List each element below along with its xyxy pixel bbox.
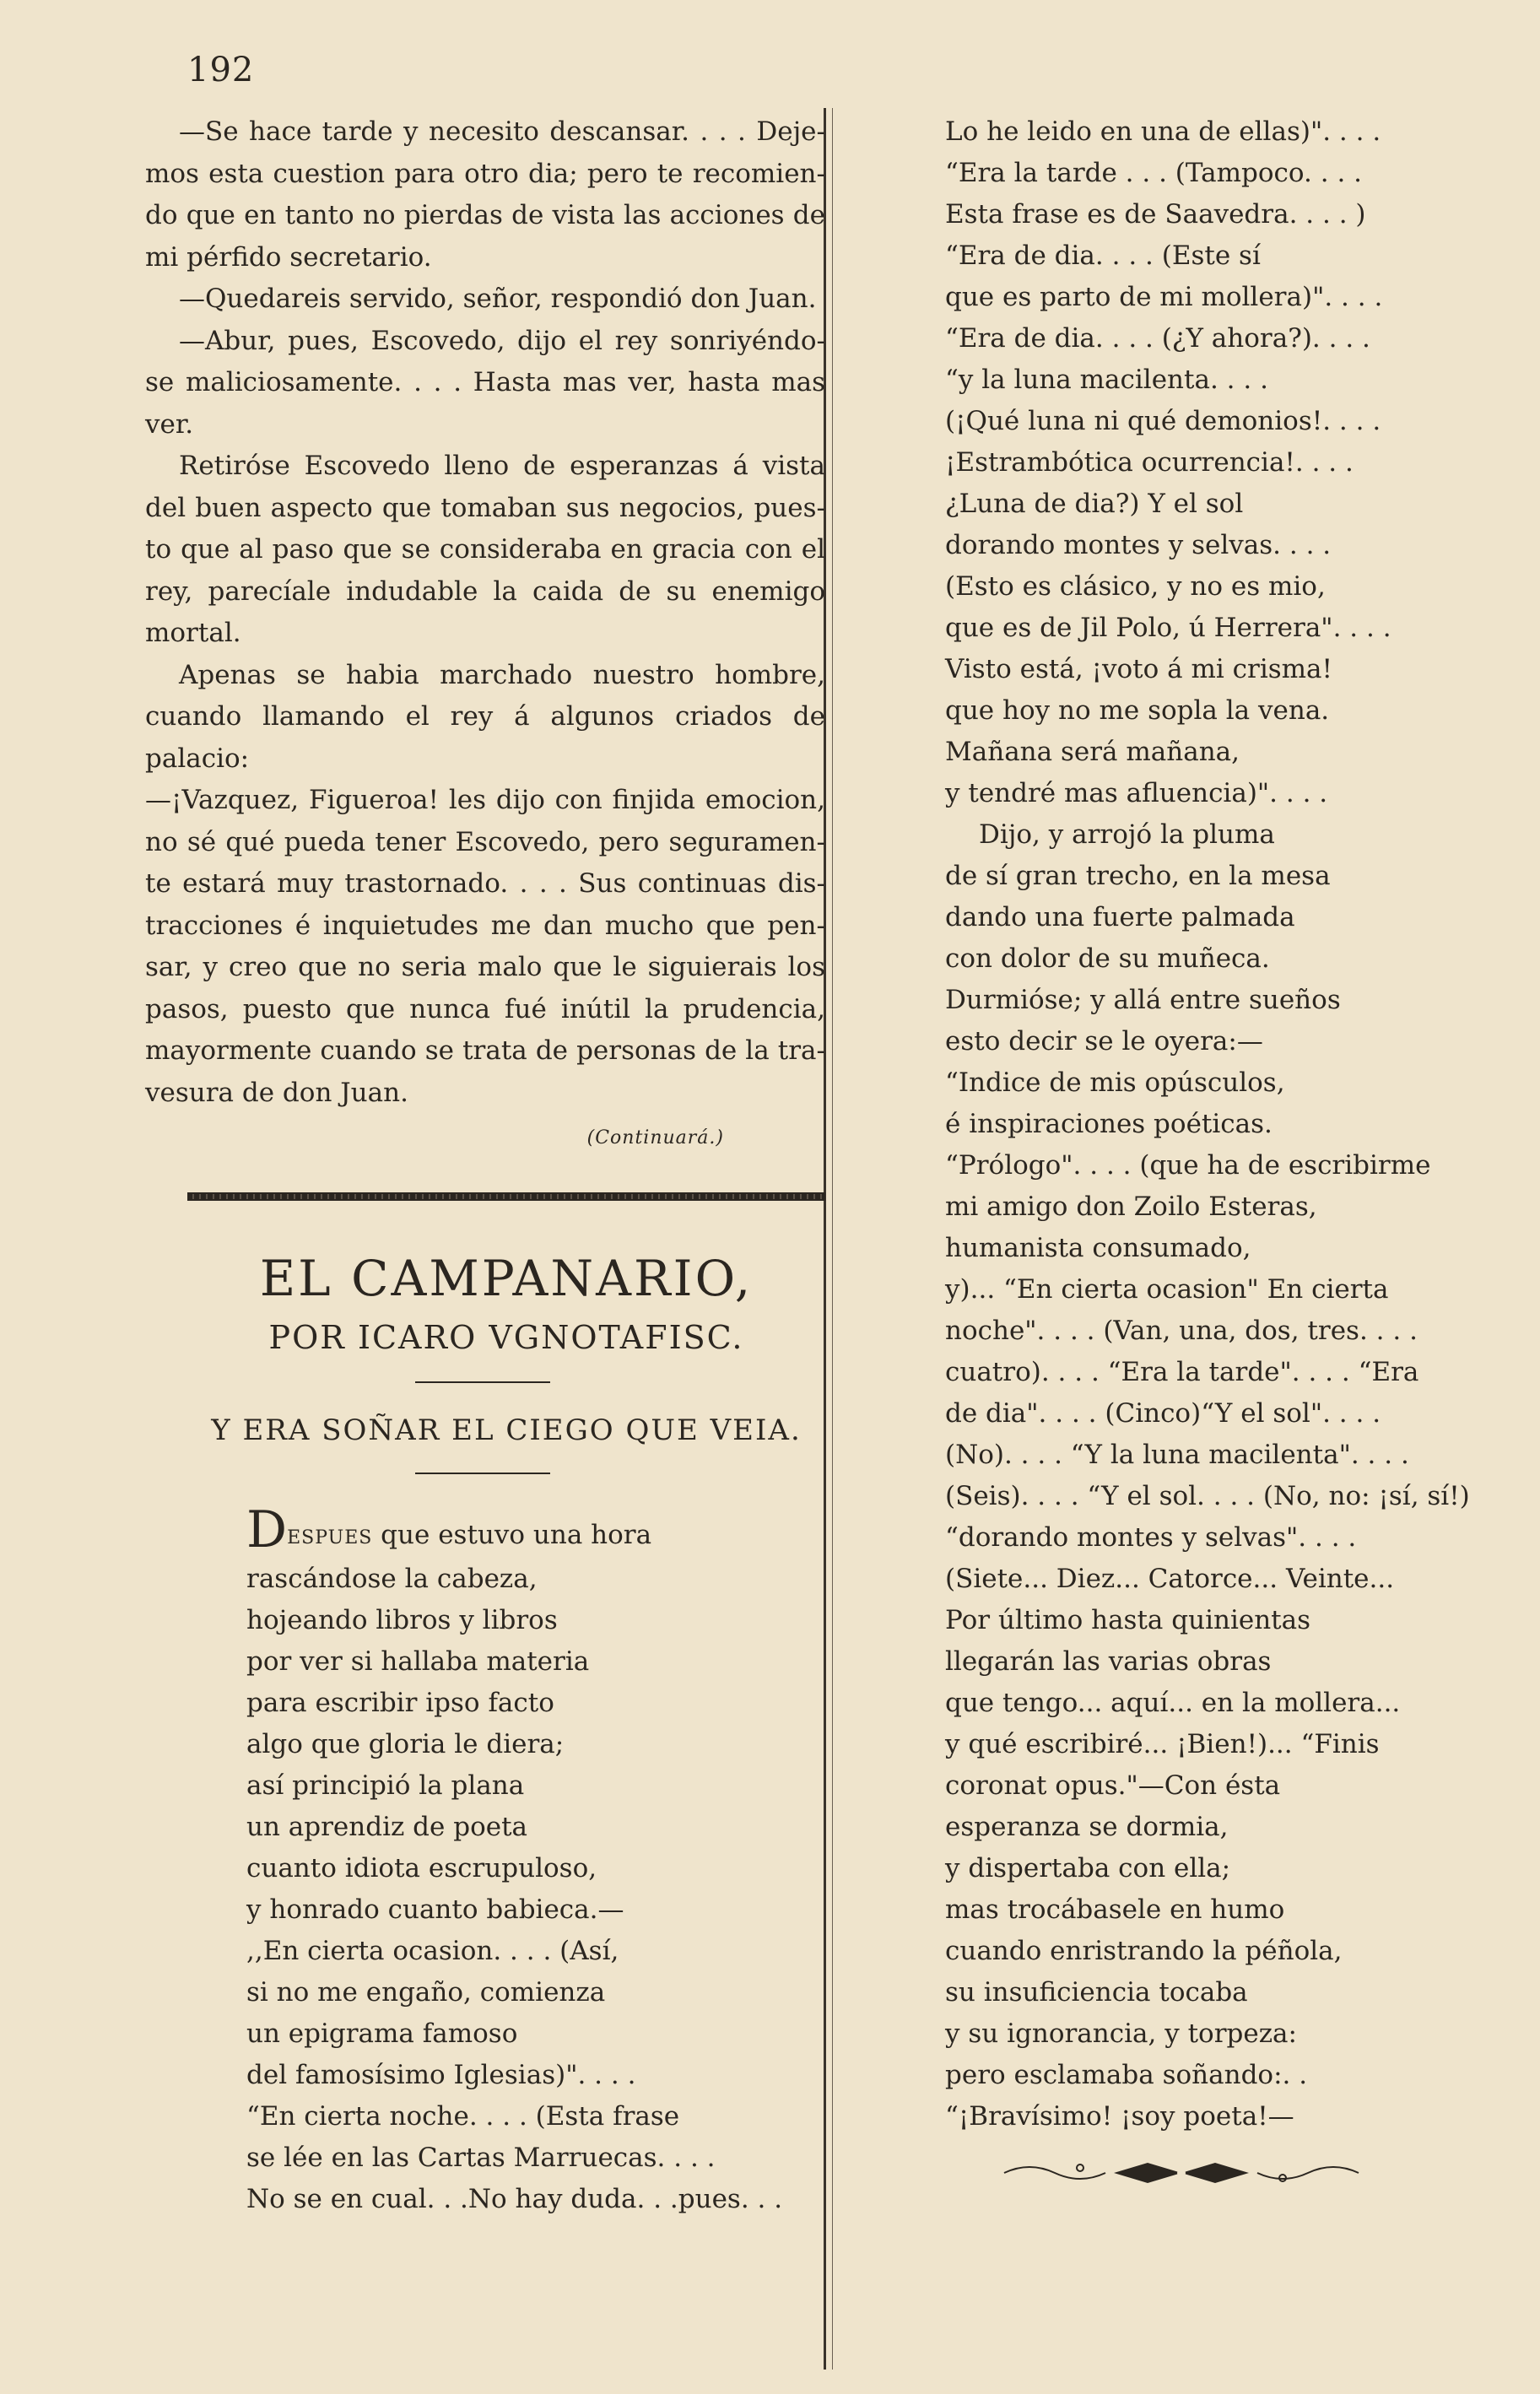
prose-paragraph: —Se hace tarde y necesito descansar. . . . Deje-mos esta cuestion para otro dia; pero te recomien-do que en tanto no pierdas de vista las acciones de mi pérfido secretario. [145, 116, 825, 273]
verse-line: pero esclamaba soñando:. . [945, 2060, 1308, 2090]
verse-line: “¡Bravísimo! ¡soy poeta!— [945, 2101, 1294, 2132]
verse-line: No se en cual. . .No hay duda. . .pues. . . [246, 2184, 783, 2214]
verse-line: y su ignorancia, y torpeza: [945, 2018, 1297, 2049]
verse-line: humanista consumado, [945, 1233, 1251, 1263]
verse-line: así principió la plana [246, 1770, 525, 1801]
verse-line: mas trocábasele en humo [945, 1894, 1285, 1925]
verse-line: é inspiraciones poéticas. [945, 1109, 1273, 1139]
verse-line: y qué escribiré... ¡Bien!)... “Finis [945, 1729, 1380, 1759]
poem-right-verse [945, 111, 1502, 2137]
verse-line: que es de Jil Polo, ú Herrera". . . . [945, 613, 1391, 643]
verse-line: algo que gloria le diera; [246, 1729, 565, 1759]
verse-line: y tendré mas afluencia)". . . . [945, 778, 1328, 808]
verse-line: (Seis). . . . “Y el sol. . . . (No, no: ¡sí, sí!) [945, 1481, 1470, 1511]
prose-paragraph: —Abur, pues, Escovedo, dijo el rey sonriyéndo-se maliciosamente. . . . Hasta mas ver, hasta mas ver. [145, 325, 825, 440]
verse-line: “dorando montes y selvas". . . . [945, 1522, 1357, 1553]
verse-line: ,,En cierta ocasion. . . . (Así, [246, 1936, 619, 1966]
verse-line: “Era de dia. . . . (Este sí [945, 240, 1261, 271]
verse-line: esto decir se le oyera:— [945, 1026, 1263, 1056]
verse-line: Visto está, ¡voto á mi crisma! [945, 654, 1332, 684]
verse-line: esperanza se dormia, [945, 1812, 1229, 1842]
short-rule [415, 1381, 550, 1383]
first-line-text: que estuvo una hora [372, 1520, 652, 1550]
prose-paragraph: —¡Vazquez, Figueroa! les dijo con finjida emocion, no sé qué pueda tener Escovedo, pero seguramen-te estará muy trastornado. . . . Sus continuas dis-tracciones é inquietudes me dan mucho que pen-sar, y creo que no seria malo que le siguierais los pasos, puesto que nunca fué inútil la prudencia, mayormente cuando se trata de personas de la tra-vesura de don Juan. [145, 785, 825, 1108]
verse-line: (No). . . . “Y la luna macilenta". . . . [945, 1440, 1409, 1470]
short-rule [415, 1473, 550, 1474]
verse-line: que tengo... aquí... en la mollera... [945, 1688, 1401, 1718]
verse-line [246, 1500, 825, 1559]
prose-paragraph: Apenas se habia marchado nuestro hombre, cuando llamando el rey á algunos criados de palacio: [145, 659, 825, 774]
verse-line: ¿Luna de dia?) Y el sol [945, 489, 1244, 519]
verse-line: “Era la tarde . . . (Tampoco. . . . [945, 158, 1363, 188]
page-number: 192 [187, 51, 255, 89]
verse-line: dorando montes y selvas. . . . [945, 530, 1332, 560]
verse-line: de sí gran trecho, en la mesa [945, 861, 1331, 891]
verse-line: Por último hasta quinientas [945, 1605, 1311, 1635]
verse-line: para escribir ipso facto [246, 1688, 554, 1718]
verse-line: y)... “En cierta ocasion" En cierta [945, 1274, 1389, 1305]
verse-line: “Indice de mis opúsculos, [945, 1067, 1285, 1098]
verse-line: “Prólogo". . . . (que ha de escribirme [945, 1150, 1431, 1181]
fleuron-ornament-icon [996, 2156, 1367, 2190]
verse-line: por ver si hallaba materia [246, 1646, 590, 1677]
verse-line: un aprendiz de poeta [246, 1812, 528, 1842]
prose-paragraph: Retiróse Escovedo lleno de esperanzas á vista del buen aspecto que tomaban sus negocios, pues-to que al paso que se consideraba en gracia con el rey, parecíale indudable la caida de su enemigo mortal. [145, 451, 825, 648]
verse-line: mi amigo don Zoilo Esteras, [945, 1192, 1317, 1222]
first-word-smallcaps: ESPUES [287, 1527, 373, 1548]
poem-left-verse [145, 1500, 825, 2220]
verse-line: rascándose la cabeza, [246, 1564, 538, 1594]
verse-line: que es parto de mi mollera)". . . . [945, 282, 1383, 312]
verse-line: que hoy no me sopla la vena. [945, 695, 1330, 726]
verse-line: “y la luna macilenta. . . . [945, 365, 1268, 395]
verse-line: un epigrama famoso [246, 2018, 518, 2049]
right-column [945, 111, 1502, 2190]
verse-line: y honrado cuanto babieca.— [246, 1894, 624, 1925]
prose-paragraph: —Quedareis servido, señor, respondió don Juan. [179, 284, 817, 314]
verse-lines-left [246, 1559, 825, 2220]
left-column [145, 111, 825, 2220]
verse-line: (Siete... Diez... Catorce... Veinte... [945, 1564, 1395, 1594]
verse-line: del famosísimo Iglesias)". . . . [246, 2060, 636, 2090]
column-divider-thin [832, 108, 833, 2370]
verse-line: Durmióse; y allá entre sueños [945, 985, 1341, 1015]
verse-line: de dia". . . . (Cinco)“Y el sol". . . . [945, 1398, 1381, 1429]
verse-line: cuanto idiota escrupuloso, [246, 1853, 597, 1883]
verse-line: cuatro). . . . “Era la tarde". . . . “Era [945, 1357, 1419, 1387]
verse-line: llegarán las varias obras [945, 1646, 1272, 1677]
verse-line: y dispertaba con ella; [945, 1853, 1231, 1883]
verse-line: (Esto es clásico, y no es mio, [945, 571, 1326, 602]
verse-line: coronat opus."—Con ésta [945, 1770, 1281, 1801]
verse-line: Esta frase es de Saavedra. . . . ) [945, 199, 1366, 230]
verse-line: dando una fuerte palmada [945, 902, 1295, 932]
section-rule [187, 1192, 825, 1201]
verse-line: cuando enristrando la péñola, [945, 1936, 1343, 1966]
verse-line: con dolor de su muñeca. [945, 943, 1270, 974]
verse-line: “Era de dia. . . . (¿Y ahora?). . . . [945, 323, 1370, 354]
verse-line: hojeando libros y libros [246, 1605, 558, 1635]
verse-line: Dijo, y arrojó la pluma [979, 819, 1275, 850]
verse-line: (¡Qué luna ni qué demonios!. . . . [945, 406, 1381, 436]
continuara-note: (Continuará.) [586, 1127, 724, 1148]
verse-line: Lo he leido en una de ellas)". . . . [945, 116, 1381, 147]
poem-byline: POR ICARO VGNOTAFISC. [268, 1319, 744, 1356]
prose-section [145, 111, 825, 1114]
verse-line: si no me engaño, comienza [246, 1977, 606, 2008]
verse-line: ¡Estrambótica ocurrencia!. . . . [945, 447, 1354, 478]
drop-cap: D [246, 1500, 288, 1559]
verse-line: su insuficiencia tocaba [945, 1977, 1248, 2008]
verse-line: se lée en las Cartas Marruecas. . . . [246, 2143, 716, 2173]
verse-line: noche". . . . (Van, una, dos, tres. . . . [945, 1316, 1418, 1346]
poem-subtitle: Y ERA SOÑAR EL CIEGO QUE VEIA. [211, 1413, 802, 1447]
verse-line: Mañana será mañana, [945, 737, 1240, 767]
poem-title: EL CAMPANARIO, [259, 1250, 754, 1307]
verse-line: “En cierta noche. . . . (Esta frase [246, 2101, 680, 2132]
